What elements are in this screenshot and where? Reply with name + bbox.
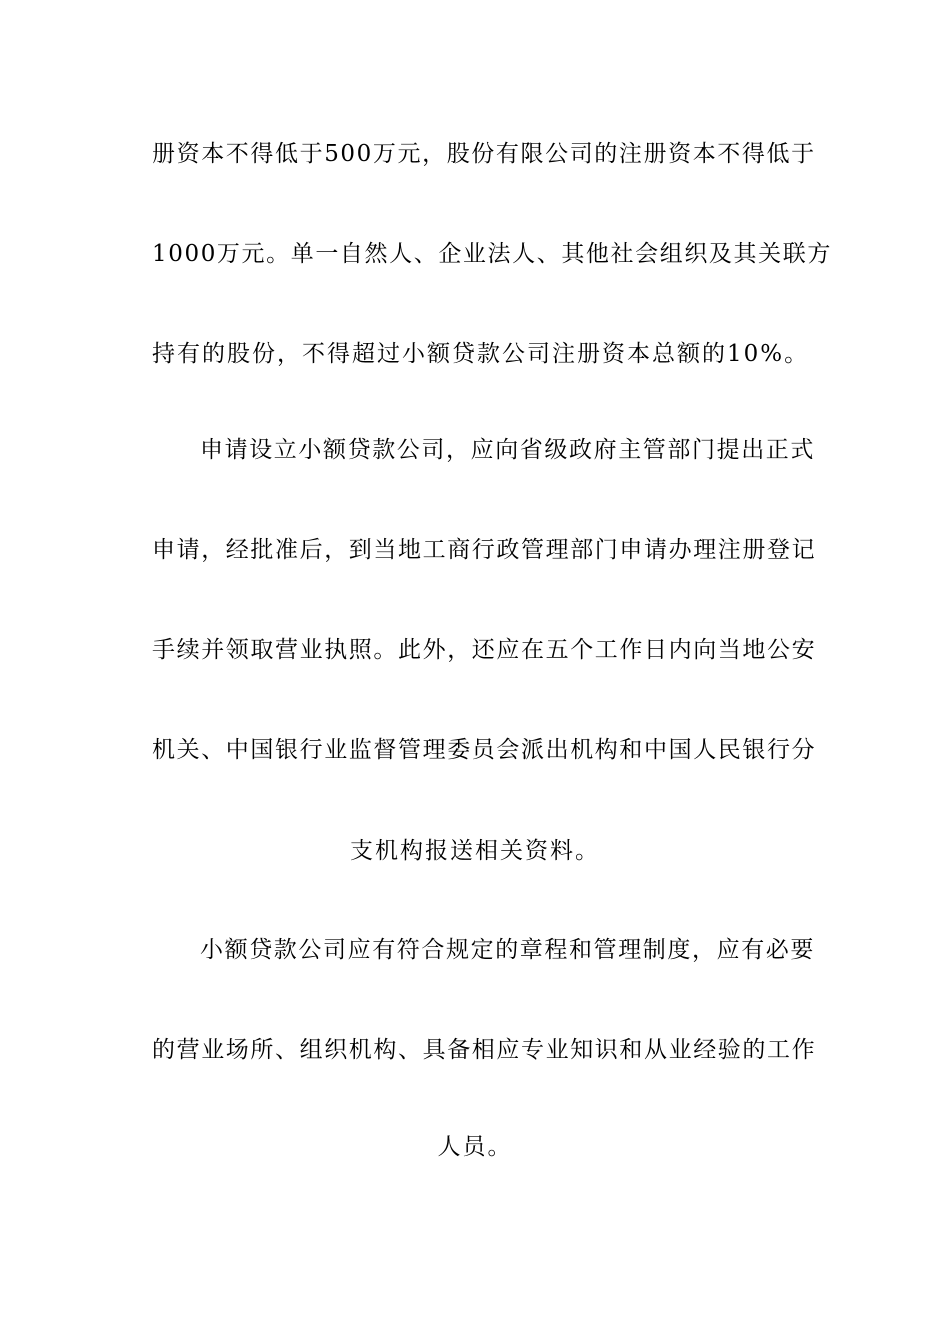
text-line: 手续并领取营业执照。此外，还应在五个工作日内向当地公安 xyxy=(152,637,817,663)
text-line: 人员。 xyxy=(437,1134,513,1160)
text-line: 支机构报送相关资料。 xyxy=(350,838,600,864)
text-line: 册资本不得低于500万元，股份有限公司的注册资本不得低于 xyxy=(152,141,816,167)
paragraph-start-line: 小额贷款公司应有符合规定的章程和管理制度，应有必要 xyxy=(200,937,815,963)
text-line: 机关、中国银行业监督管理委员会派出机构和中国人民银行分 xyxy=(152,737,817,763)
text-line: 的营业场所、组织机构、具备相应专业知识和从业经验的工作 xyxy=(152,1037,817,1063)
text-line: 申请，经批准后，到当地工商行政管理部门申请办理注册登记 xyxy=(152,537,817,563)
paragraph-start-line: 申请设立小额贷款公司，应向省级政府主管部门提出正式 xyxy=(200,437,815,463)
text-line: 持有的股份，不得超过小额贷款公司注册资本总额的10%。 xyxy=(152,341,810,367)
text-line: 1000万元。单一自然人、企业法人、其他社会组织及其关联方 xyxy=(152,241,832,267)
